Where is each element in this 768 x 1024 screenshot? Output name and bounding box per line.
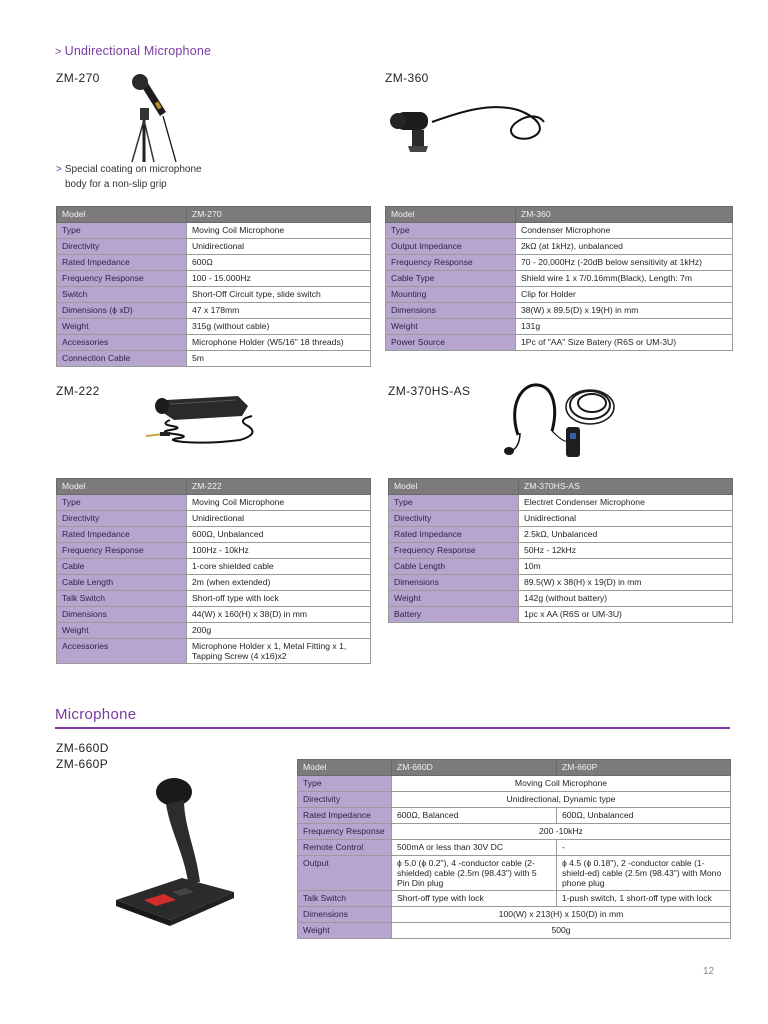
model-title-zm360: ZM-360 xyxy=(385,71,429,85)
row-value: 600Ω xyxy=(187,255,371,271)
row-value: Moving Coil Microphone xyxy=(187,223,371,239)
row-label: Talk Switch xyxy=(298,891,392,907)
table-row xyxy=(57,271,371,287)
row-label: Cable Length xyxy=(389,559,519,575)
row-value: Unidirectional, Dynamic type xyxy=(392,792,731,808)
row-label: Connection Cable xyxy=(57,351,187,367)
row-value: 5m xyxy=(187,351,371,367)
table-row xyxy=(57,287,371,303)
row-label: Directivity xyxy=(298,792,392,808)
row-value: 142g (without battery) xyxy=(519,591,733,607)
table-row xyxy=(57,511,371,527)
table-row xyxy=(57,335,371,351)
model-title-zm370: ZM-370HS-AS xyxy=(388,384,471,398)
table-row xyxy=(386,319,733,335)
row-value: Shield wire 1 x 7/0.16mm(Black), Length: 7m xyxy=(516,271,733,287)
row-label: Dimensions xyxy=(57,607,187,623)
row-value: Microphone Holder x 1, Metal Fitting x 1, Tapping Screw (4 x16)x2 xyxy=(187,639,371,664)
row-label: Dimensions xyxy=(298,907,392,923)
row-label: Rated Impedance xyxy=(57,255,187,271)
row-value: 50Hz - 12kHz xyxy=(519,543,733,559)
row-value: 500g xyxy=(392,923,731,939)
zm270-microphone-image xyxy=(110,72,190,162)
row-value: Moving Coil Microphone xyxy=(392,776,731,792)
table-row xyxy=(298,776,731,792)
zm222-handheld-microphone-image xyxy=(140,390,265,450)
table-row xyxy=(57,607,371,623)
row-label: Battery xyxy=(389,607,519,623)
header-cell: Model xyxy=(57,207,187,223)
row-value: Unidirectional xyxy=(187,239,371,255)
row-label: Type xyxy=(386,223,516,239)
row-label: Talk Switch xyxy=(57,591,187,607)
table-row-header xyxy=(298,760,731,776)
row-label: Cable Length xyxy=(57,575,187,591)
zm370-spec-table xyxy=(388,478,733,623)
row-label: Weight xyxy=(386,319,516,335)
row-value: Unidirectional xyxy=(187,511,371,527)
table-row xyxy=(57,303,371,319)
row-value: Short-off type with lock xyxy=(187,591,371,607)
table-row xyxy=(298,891,731,907)
row-value: ϕ 4.5 (ϕ 0.18"), 2 -conductor cable (1-shield-ed) cable (2.5m (98.43") with Mono phone plug xyxy=(557,856,731,891)
zm270-note-line2: body for a non-slip grip xyxy=(65,179,167,190)
zm270-note xyxy=(56,162,256,192)
row-label: Type xyxy=(389,495,519,511)
row-label: Accessories xyxy=(57,335,187,351)
table-row-header xyxy=(386,207,733,223)
row-label: Power Source xyxy=(386,335,516,351)
row-label: Remote Control xyxy=(298,840,392,856)
row-label: Directivity xyxy=(389,511,519,527)
header-cell: Model xyxy=(57,479,187,495)
model-title-zm660d: ZM-660D xyxy=(56,741,109,755)
row-label: Dimensions xyxy=(386,303,516,319)
section-title-text: Undirectional Microphone xyxy=(64,44,212,58)
row-value: 600Ω, Balanced xyxy=(392,808,557,824)
header-cell: Model xyxy=(298,760,392,776)
header-cell: ZM-270 xyxy=(187,207,371,223)
row-value: 600Ω, Unbalanced xyxy=(557,808,731,824)
row-value: Electret Condenser Microphone xyxy=(519,495,733,511)
table-row xyxy=(386,303,733,319)
row-label: Rated Impedance xyxy=(298,808,392,824)
row-label: Frequency Response xyxy=(298,824,392,840)
table-row xyxy=(57,623,371,639)
row-label: Cable xyxy=(57,559,187,575)
header-cell: ZM-370HS-AS xyxy=(519,479,733,495)
row-label: Accessories xyxy=(57,639,187,664)
table-row xyxy=(57,351,371,367)
table-row xyxy=(386,271,733,287)
row-label: Output Impedance xyxy=(386,239,516,255)
row-value: 44(W) x 160(H) x 38(D) in mm xyxy=(187,607,371,623)
zm222-spec-table xyxy=(56,478,371,664)
row-value: Short-off type with lock xyxy=(392,891,557,907)
row-value: Unidirectional xyxy=(519,511,733,527)
table-row xyxy=(389,527,733,543)
row-value: 47 x 178mm xyxy=(187,303,371,319)
row-label: Directivity xyxy=(57,511,187,527)
model-title-zm660p: ZM-660P xyxy=(56,757,109,771)
row-label: Frequency Response xyxy=(57,271,187,287)
row-label: Mounting xyxy=(386,287,516,303)
row-value: 10m xyxy=(519,559,733,575)
zm660-desk-microphone-image xyxy=(112,770,236,930)
header-cell: ZM-660P xyxy=(557,760,731,776)
table-row xyxy=(386,223,733,239)
row-value: Short-Off Circuit type, slide switch xyxy=(187,287,371,303)
table-row xyxy=(298,907,731,923)
table-row xyxy=(57,319,371,335)
header-cell: ZM-222 xyxy=(187,479,371,495)
row-value: 2kΩ (at 1kHz), unbalanced xyxy=(516,239,733,255)
row-value: 1Pc of "AA" Size Batery (R6S or UM-3U) xyxy=(516,335,733,351)
note-arrow: > xyxy=(56,164,62,175)
row-label: Type xyxy=(57,223,187,239)
table-row xyxy=(298,792,731,808)
table-row xyxy=(386,239,733,255)
page-number: 12 xyxy=(703,966,715,977)
row-value: 70 - 20,000Hz (-20dB below sensitivity at 1kHz) xyxy=(516,255,733,271)
table-row xyxy=(57,255,371,271)
row-value: 131g xyxy=(516,319,733,335)
table-row-header xyxy=(389,479,733,495)
row-value: 1-push switch, 1 short-off type with lock xyxy=(557,891,731,907)
row-value: 100Hz - 10kHz xyxy=(187,543,371,559)
header-cell: Model xyxy=(389,479,519,495)
row-value: Condenser Microphone xyxy=(516,223,733,239)
row-label: Output xyxy=(298,856,392,891)
row-label: Switch xyxy=(57,287,187,303)
row-label: Rated Impedance xyxy=(57,527,187,543)
table-row xyxy=(298,923,731,939)
row-value: 100(W) x 213(H) x 150(D) in mm xyxy=(392,907,731,923)
table-row xyxy=(57,639,371,664)
table-row xyxy=(386,287,733,303)
table-row xyxy=(57,591,371,607)
row-value: 315g (without cable) xyxy=(187,319,371,335)
zm370-headset-microphone-image xyxy=(498,375,618,467)
table-row xyxy=(57,527,371,543)
section-title-unidirectional xyxy=(55,44,211,58)
zm360-spec-table xyxy=(385,206,733,351)
row-value: - xyxy=(557,840,731,856)
row-value: 100 - 15.000Hz xyxy=(187,271,371,287)
row-label: Weight xyxy=(298,923,392,939)
model-title-zm222: ZM-222 xyxy=(56,384,100,398)
table-row-header xyxy=(57,479,371,495)
row-label: Frequency Response xyxy=(386,255,516,271)
row-label: Weight xyxy=(57,319,187,335)
row-value: 1pc x AA (R6S or UM-3U) xyxy=(519,607,733,623)
row-label: Frequency Response xyxy=(57,543,187,559)
row-label: Type xyxy=(57,495,187,511)
header-cell: ZM-360 xyxy=(516,207,733,223)
row-value: 500mA or less than 30V DC xyxy=(392,840,557,856)
table-row xyxy=(57,495,371,511)
table-row-header xyxy=(57,207,371,223)
table-row xyxy=(57,575,371,591)
table-row xyxy=(57,543,371,559)
section-divider xyxy=(55,727,730,729)
row-value: 2m (when extended) xyxy=(187,575,371,591)
table-row xyxy=(298,824,731,840)
model-title-zm270: ZM-270 xyxy=(56,71,100,85)
table-row xyxy=(389,607,733,623)
row-value: 2.5kΩ, Unbalanced xyxy=(519,527,733,543)
row-value: 200g xyxy=(187,623,371,639)
table-row xyxy=(57,559,371,575)
table-row xyxy=(57,223,371,239)
row-value: 1-core shielded cable xyxy=(187,559,371,575)
row-label: Weight xyxy=(57,623,187,639)
table-row xyxy=(389,495,733,511)
section-title-microphone: Microphone xyxy=(55,706,137,723)
row-value: Clip for Holder xyxy=(516,287,733,303)
table-row xyxy=(298,808,731,824)
header-cell: ZM-660D xyxy=(392,760,557,776)
row-value: Moving Coil Microphone xyxy=(187,495,371,511)
zm660-spec-table xyxy=(297,759,731,939)
row-value: 600Ω, Unbalanced xyxy=(187,527,371,543)
row-value: 89.5(W) x 38(H) x 19(D) in mm xyxy=(519,575,733,591)
table-row xyxy=(389,511,733,527)
table-row xyxy=(389,591,733,607)
table-row xyxy=(298,840,731,856)
table-row xyxy=(389,575,733,591)
row-value: ϕ 5.0 (ϕ 0.2"), 4 -conductor cable (2-shielded) cable (2.5m (98.43") with 5 Pin Din plug xyxy=(392,856,557,891)
zm270-note-line1: Special coating on microphone xyxy=(64,164,202,175)
row-label: Weight xyxy=(389,591,519,607)
header-cell: Model xyxy=(386,207,516,223)
row-value: Microphone Holder (W5/16" 18 threads) xyxy=(187,335,371,351)
table-row xyxy=(389,559,733,575)
row-value: 200 -10kHz xyxy=(392,824,731,840)
zm270-spec-table xyxy=(56,206,371,367)
section-arrow: > xyxy=(55,46,62,58)
row-label: Type xyxy=(298,776,392,792)
row-value: 38(W) x 89.5(D) x 19(H) in mm xyxy=(516,303,733,319)
table-row xyxy=(57,239,371,255)
row-label: Directivity xyxy=(57,239,187,255)
row-label: Dimensions (ϕ xD) xyxy=(57,303,187,319)
table-row xyxy=(389,543,733,559)
zm360-lavalier-microphone-image xyxy=(390,92,550,154)
row-label: Dimensions xyxy=(389,575,519,591)
table-row xyxy=(298,856,731,891)
table-row xyxy=(386,335,733,351)
row-label: Rated Impedance xyxy=(389,527,519,543)
table-row xyxy=(386,255,733,271)
row-label: Cable Type xyxy=(386,271,516,287)
row-label: Frequency Response xyxy=(389,543,519,559)
